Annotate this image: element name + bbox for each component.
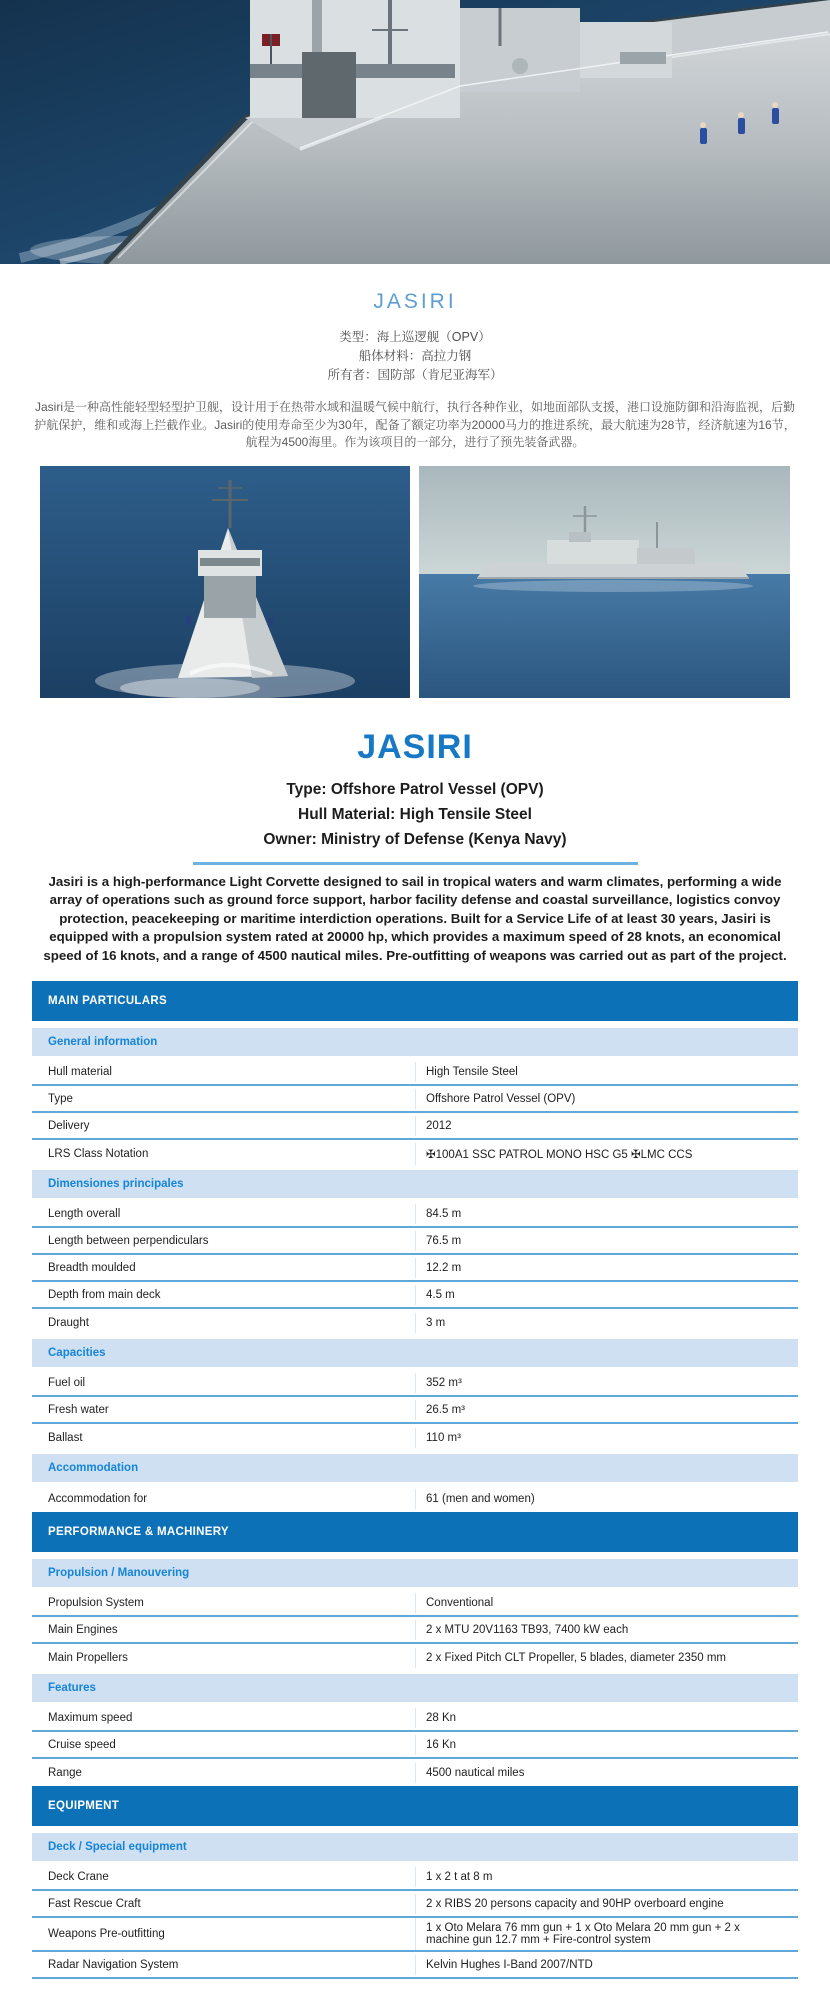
table-row [32,1370,798,1397]
table-row [32,1309,798,1336]
spec-type: Type: Offshore Patrol Vessel (OPV) [286,780,544,798]
table-row [32,1918,798,1952]
table-row [32,1705,798,1732]
table-row [32,1113,798,1140]
description-paragraph-en: Jasiri is a high-performance Light Corvette designed to sail in tropical waters and warm climates, performing a wide array of operations such as ground force support, harbor facility defense and coastal surveillance, logistics convoy protection, peacekeeping or maritime interdiction operations. Built for a Service Life of at least 30 years, Jasiri is equipped with a propulsion system rated at 20000 hp, which provides a maximum speed of 28 knots, an economical speed of 16 knots, and a range of 4500 nautical miles. Pre-outfitting of weapons was carried out as part of the project. [43,873,787,963]
spec-table [32,981,798,1997]
spec-hull-material: Hull Material: High Tensile Steel [298,805,532,823]
row-value: 76.5 m [415,1231,798,1251]
row-value: 4.5 m [415,1285,798,1305]
row-label: Length between perpendiculars [48,1234,209,1247]
table-row [32,1732,798,1759]
row-label: Propulsion System [48,1596,144,1609]
row-value: 26.5 m³ [415,1400,798,1420]
side-view-illustration [419,466,790,698]
row-label: Delivery [48,1119,90,1132]
row-label: Deck Crane [48,1870,109,1883]
row-value: 2 x RIBS 20 persons capacity and 90HP overboard engine [415,1894,798,1914]
row-value: 110 m³ [415,1428,798,1448]
row-label: Main Propellers [48,1651,128,1664]
row-label: Fast Rescue Craft [48,1897,141,1910]
row-value: 4500 nautical miles [415,1763,798,1783]
table-row [32,1424,798,1451]
page-title: JASIRI [373,290,457,313]
row-label: Hull material [48,1065,112,1078]
table-row [32,1952,798,1979]
table-row [32,1282,798,1309]
hero-ship-photo [0,0,830,264]
table-row [32,1759,798,1786]
intro-paragraph-zh: Jasiri是一种高性能轻型轻型护卫舰，设计用于在热带水域和温暖气候中航行，执行各种作业，如地面部队支援，港口设施防御和沿海监视，后勤护航保护，维和或海上拦截作业。Jasiri的使用寿命至少为30年，配备了额定功率为20000马力的推进系统，最大航速为28节，经济航速为16节，航程为4500海里。作为该项目的一部分，进行了预先装备武器。 [34,400,796,449]
blue-divider [193,862,638,865]
row-label: Radar Navigation System [48,1958,179,1971]
row-value: High Tensile Steel [415,1062,798,1082]
jasiri-side-view-photo [419,466,790,698]
row-value: Conventional [415,1593,798,1613]
table-section-title: Dimensiones principales [32,1170,798,1198]
table-row [32,1255,798,1282]
row-value: Kelvin Hughes I-Band 2007/NTD [415,1955,798,1975]
row-label: Cruise speed [48,1738,116,1751]
main-title: JASIRI [357,727,473,766]
table-row [32,1864,798,1891]
table-group-header: PERFORMANCE & MACHINERY [32,1512,798,1552]
bow-view-illustration [40,466,410,698]
table-row [32,1644,798,1671]
spec-summary [0,777,830,852]
row-label: LRS Class Notation [48,1147,149,1160]
row-label: Ballast [48,1431,83,1444]
table-group-header: EQUIPMENT [32,1786,798,1826]
table-row [32,1140,798,1167]
row-label: Fuel oil [48,1376,86,1389]
table-row [32,1086,798,1113]
row-label: Draught [48,1316,89,1329]
table-group-header: MAIN PARTICULARS [32,981,798,1021]
row-label: Weapons Pre-outfitting [48,1928,165,1941]
row-value: 2012 [415,1116,798,1136]
table-row [32,1059,798,1086]
row-value: 1 x 2 t at 8 m [415,1867,798,1887]
row-value: 352 m³ [415,1373,798,1393]
row-value: 12.2 m [415,1258,798,1278]
row-value: ✠100A1 SSC PATROL MONO HSC G5 ✠LMC CCS [415,1143,798,1165]
row-label: Range [48,1766,82,1779]
spec-owner: Owner: Ministry of Defense (Kenya Navy) [263,830,567,848]
hero-ship-illustration [0,0,830,264]
row-label: Main Engines [48,1623,118,1636]
row-value: Offshore Patrol Vessel (OPV) [415,1089,798,1109]
table-row [32,1617,798,1644]
table-section-title: Features [32,1674,798,1702]
row-label: Breadth moulded [48,1261,136,1274]
meta-owner: 所有者：国防部（肯尼亚海军） [327,368,503,382]
row-label: Type [48,1092,73,1105]
row-value: 2 x MTU 20V1163 TB93, 7400 kW each [415,1620,798,1640]
table-section-title: Accommodation [32,1454,798,1482]
row-value: 1 x Oto Melara 76 mm gun + 1 x Oto Melara 20 mm gun + 2 x machine gun 12.7 mm + Fire-control system [415,1918,798,1950]
meta-type: 类型：海上巡逻舰（OPV） [339,330,491,344]
table-row [32,1891,798,1918]
row-value: 84.5 m [415,1204,798,1224]
jasiri-bow-view-photo [40,466,411,698]
table-section-title: Deck / Special equipment [32,1833,798,1861]
row-label: Depth from main deck [48,1288,161,1301]
row-value: 16 Kn [415,1735,798,1755]
meta-block [0,328,830,385]
table-row [32,1397,798,1424]
row-label: Accommodation for [48,1492,148,1505]
row-label: Maximum speed [48,1711,133,1724]
row-label: Length overall [48,1207,121,1220]
row-value: 61 (men and women) [415,1489,798,1509]
table-row [32,1201,798,1228]
row-value: 2 x Fixed Pitch CLT Propeller, 5 blades, diameter 2350 mm [415,1648,798,1668]
table-row [32,1485,798,1512]
table-row [32,1228,798,1255]
table-section-title: Capacities [32,1339,798,1367]
meta-hull-material: 船体材料：高拉力钢 [358,349,472,363]
table-section-title: General information [32,1028,798,1056]
table-row [32,1590,798,1617]
table-section-title: Propulsion / Manouvering [32,1559,798,1587]
row-label: Fresh water [48,1403,109,1416]
photo-gallery [40,466,790,698]
row-value: 28 Kn [415,1708,798,1728]
row-value: 3 m [415,1313,798,1333]
